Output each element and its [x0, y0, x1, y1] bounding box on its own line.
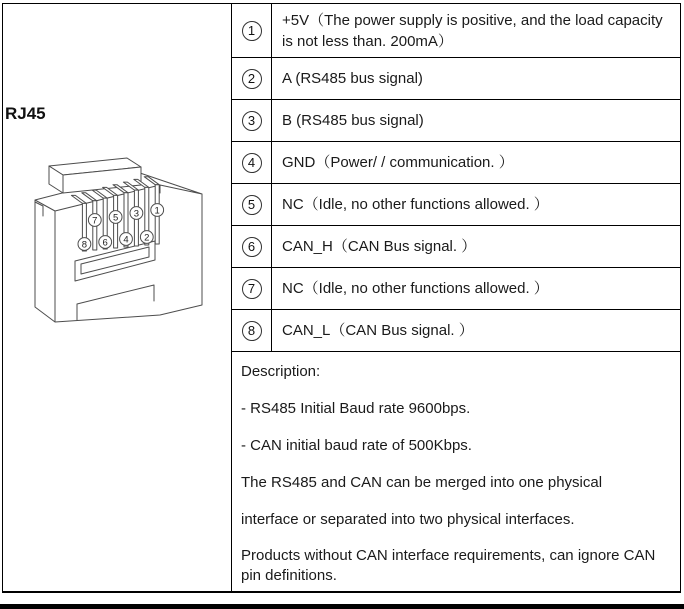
connector-latch: [49, 158, 141, 193]
pin-label: 4: [123, 234, 129, 246]
pin-label: 5: [112, 212, 119, 224]
pin-number-cell: [232, 268, 272, 309]
description-line: Products without CAN interface requirements, can ignore CAN pin definitions.: [241, 547, 656, 584]
pin-definition-table: [2, 3, 681, 593]
description-line: - CAN initial baud rate of 500Kbps.: [241, 437, 472, 454]
pin-number-badge: 4: [242, 153, 262, 173]
table-row: [232, 268, 680, 310]
description-line: - RS485 Initial Baud rate 9600bps.: [241, 400, 471, 417]
pin-description-text: B (RS485 bus signal): [282, 112, 424, 129]
pin-number-badge: 8: [242, 321, 262, 341]
pin-description-text: GND（Power/ / communication. ）: [282, 154, 514, 171]
pin-description-cell: [272, 142, 680, 183]
pin-number-badge: 7: [242, 279, 262, 299]
description-heading: Description:: [241, 363, 321, 380]
pin-label: 7: [92, 215, 98, 227]
table-row: [232, 100, 680, 142]
pin-description-cell: [272, 184, 680, 225]
table-row: [232, 226, 680, 268]
pin-number-cell: [232, 226, 272, 267]
connector-pin-badges: [78, 204, 164, 251]
pin-label: 1: [154, 205, 160, 217]
table-row: [232, 310, 680, 352]
pin-description-text: CAN_H（CAN Bus signal. ）: [282, 238, 477, 255]
table-row: [232, 58, 680, 100]
pin-number-badge: 2: [242, 69, 262, 89]
pin-number-cell: [232, 310, 272, 351]
connector-title: RJ45: [5, 104, 46, 123]
pin-number-badge: 5: [242, 195, 262, 215]
description-cell: [232, 352, 680, 602]
pin-rows-column: [232, 4, 680, 591]
connector-body: [35, 173, 202, 322]
pin-number-cell: [232, 100, 272, 141]
pin-description-cell: [272, 58, 680, 99]
table-row: [232, 4, 680, 58]
connector-cell: [3, 4, 232, 591]
pin-number-cell: [232, 58, 272, 99]
page-bottom-rule: [0, 604, 684, 609]
pin-number-cell: [232, 184, 272, 225]
pin-number-cell: [232, 4, 272, 57]
table-row: [232, 142, 680, 184]
pin-label: 2: [144, 232, 150, 244]
pin-number-badge: 6: [242, 237, 262, 257]
pin-description-text: +5V（The power supply is positive, and the load capacity is not less than. 200mA）: [282, 11, 663, 50]
pin-number-badge: 3: [242, 111, 262, 131]
pin-description-cell: [272, 226, 680, 267]
pin-description-cell: [272, 4, 680, 57]
table-row: [232, 184, 680, 226]
pin-number-badge: 1: [242, 21, 262, 41]
description-line: interface or separated into two physical interfaces.: [241, 511, 575, 528]
pin-description-text: NC（Idle, no other functions allowed. ）: [282, 280, 549, 297]
pin-description-text: CAN_L（CAN Bus signal. ）: [282, 322, 474, 339]
pin-number-cell: [232, 142, 272, 183]
rj45-connector-drawing: [27, 154, 217, 326]
pin-description-text: NC（Idle, no other functions allowed. ）: [282, 196, 549, 213]
pin-label: 6: [102, 237, 108, 249]
pin-description-cell: [272, 268, 680, 309]
pin-label: 8: [81, 239, 88, 251]
pin-description-text: A (RS485 bus signal): [282, 70, 423, 87]
pin-label: 3: [133, 208, 140, 220]
description-line: The RS485 and CAN can be merged into one physical: [241, 474, 603, 491]
pin-description-cell: [272, 100, 680, 141]
pin-description-cell: [272, 310, 680, 351]
